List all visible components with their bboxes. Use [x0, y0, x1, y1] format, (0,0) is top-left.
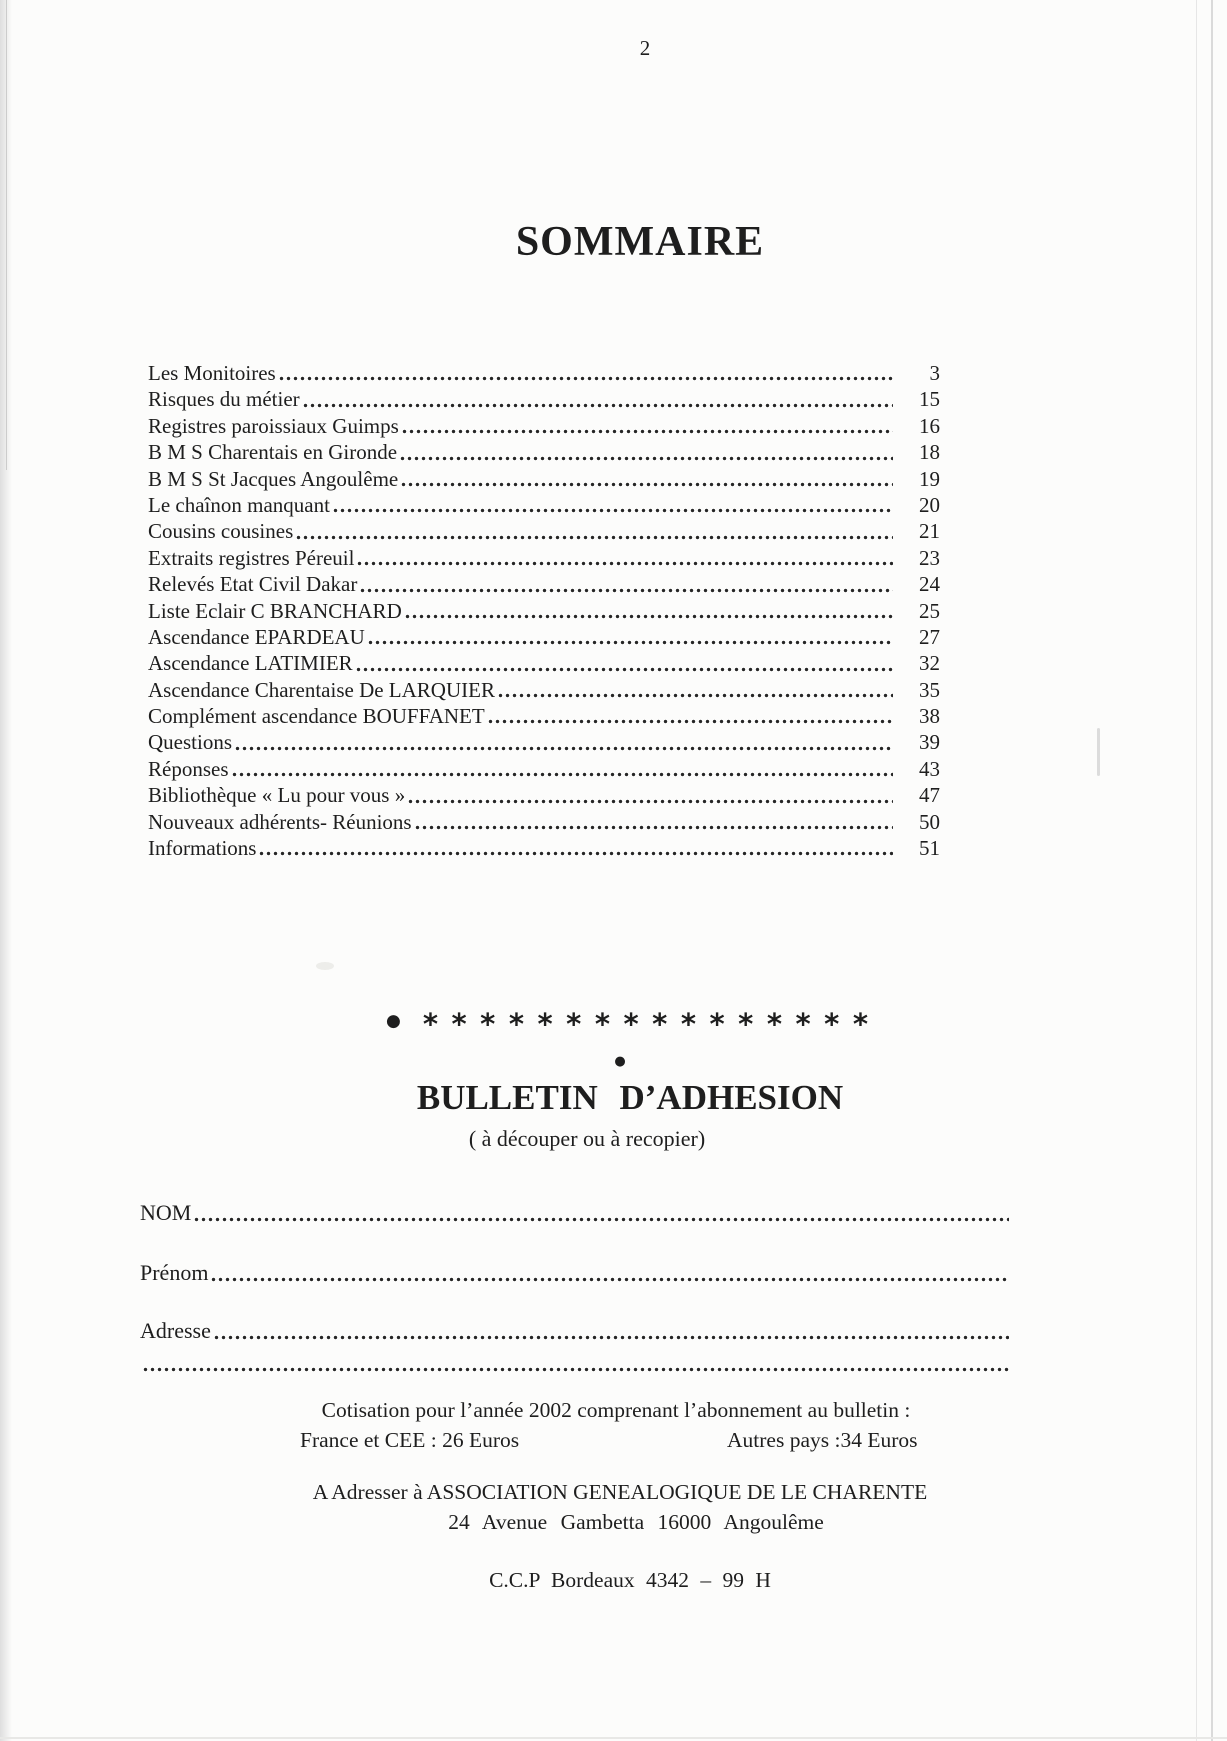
summary-title: SOMMAIRE	[515, 219, 765, 265]
field-row-adresse-continuation	[140, 1348, 1012, 1378]
field-label-nom: NOM	[140, 1200, 192, 1225]
toc-entry-title: Risques du métier	[148, 387, 300, 412]
toc-row	[148, 677, 940, 703]
field-label-prenom: Prénom	[140, 1260, 209, 1285]
asterisk-row: ****************	[422, 1007, 882, 1041]
fee-other-countries: Autres pays :34 Euros	[727, 1428, 918, 1452]
dot-leader	[360, 588, 893, 593]
toc-page-number: 51	[919, 836, 940, 861]
dot-leader	[368, 640, 893, 645]
dot-leader	[401, 482, 893, 487]
membership-form-title: BULLETIN D’ADHESION	[416, 1078, 844, 1117]
toc-entry-title: Ascendance EPARDEAU	[148, 624, 365, 649]
field-row-nom	[140, 1198, 1012, 1228]
scan-edge-bottom	[0, 1737, 1227, 1739]
toc-entry-title: Le chaînon manquant	[148, 492, 330, 517]
toc-page-number: 43	[919, 756, 940, 781]
toc-row	[148, 703, 940, 729]
toc-page-number: 3	[929, 361, 940, 385]
toc-row	[148, 413, 940, 439]
fee-france-cee: France et CEE : 26 Euros	[300, 1428, 520, 1452]
toc-page-number: 25	[919, 598, 940, 623]
toc-entry-title: Relevés Etat Civil Dakar	[148, 572, 358, 597]
toc-page-number: 47	[919, 783, 940, 808]
dotted-fill-line	[214, 1335, 1009, 1340]
dotted-fill-line	[143, 1367, 1009, 1372]
toc-row	[148, 386, 940, 412]
toc-page-number: 39	[919, 730, 940, 755]
dot-leader	[303, 403, 893, 408]
bullet-icon: ●	[386, 1011, 401, 1031]
toc-entry-title: Nouveaux adhérents- Réunions	[148, 809, 412, 834]
toc-entry-title: Questions	[148, 730, 232, 755]
toc-row	[148, 466, 940, 492]
dot-leader	[235, 746, 893, 751]
toc-row	[148, 439, 940, 465]
dot-leader	[405, 614, 893, 619]
toc-row	[148, 650, 940, 676]
toc-page-number: 23	[919, 545, 940, 570]
toc-row	[148, 518, 940, 544]
dot-leader	[296, 535, 893, 540]
toc-entry-title: Informations	[148, 836, 257, 861]
toc-page-number: 27	[919, 624, 940, 649]
toc-entry-title: Réponses	[148, 756, 229, 781]
dot-leader	[356, 667, 893, 672]
field-label-adresse: Adresse	[140, 1318, 211, 1343]
toc-row	[148, 545, 940, 571]
toc-entry-title: Liste Eclair C BRANCHARD	[148, 598, 402, 623]
toc-entry-title: Complément ascendance BOUFFANET	[148, 704, 485, 729]
dot-leader	[498, 693, 893, 698]
toc-entry-title: Ascendance Charentaise De LARQUIER	[148, 677, 495, 702]
dot-leader	[408, 799, 893, 804]
toc-page-number: 16	[919, 413, 940, 438]
dot-leader	[415, 825, 893, 830]
dot-leader	[232, 772, 894, 777]
scan-smudge	[1097, 728, 1100, 776]
toc-row	[148, 782, 940, 808]
toc-row	[148, 571, 940, 597]
toc-entry-title: B M S St Jacques Angoulême	[148, 466, 399, 491]
toc-row	[148, 360, 940, 386]
dot-leader	[402, 429, 893, 434]
toc-entry-title: Registres paroissiaux Guimps	[148, 413, 399, 438]
toc-page-number: 50	[919, 809, 940, 834]
dot-leader	[279, 376, 893, 381]
toc-page-number: 24	[919, 572, 940, 597]
toc-entry-title: Bibliothèque « Lu pour vous »	[148, 783, 406, 808]
toc-entry-title: Cousins cousines	[148, 519, 294, 544]
association-address-line-1: A Adresser à ASSOCIATION GENEALOGIQUE DE LE CHARENTE	[312, 1480, 928, 1504]
dot-leader	[333, 508, 893, 513]
toc-entry-title: Extraits registres Péreuil	[148, 545, 355, 570]
toc-row	[148, 598, 940, 624]
toc-page-number: 21	[919, 519, 940, 544]
membership-form-subtitle: ( à découper ou à recopier)	[468, 1126, 706, 1151]
dot-leader	[357, 561, 893, 566]
toc-page-number: 18	[919, 440, 940, 465]
dotted-fill-line	[194, 1217, 1009, 1222]
toc-row	[148, 729, 940, 755]
field-row-adresse	[140, 1316, 1012, 1346]
toc-page-number: 19	[919, 466, 940, 491]
toc-entry-title: Les Monitoires	[148, 361, 276, 385]
toc-page-number: 32	[919, 651, 940, 676]
toc-row	[148, 756, 940, 782]
toc-row	[148, 835, 940, 861]
toc-page-number: 38	[919, 704, 940, 729]
toc-page-number: 35	[919, 677, 940, 702]
scan-edge-right-line-1	[1196, 0, 1197, 1741]
dotted-fill-line	[211, 1277, 1009, 1282]
toc-page-number: 20	[919, 492, 940, 517]
page-number: 2	[639, 36, 651, 60]
dot-leader	[488, 719, 893, 724]
toc-row	[148, 492, 940, 518]
section-separator	[386, 1004, 886, 1041]
scan-smudge	[316, 962, 334, 970]
scan-edge-left-line	[6, 0, 7, 470]
ccp-account-line: C.C.P Bordeaux 4342 – 99 H	[489, 1568, 771, 1592]
association-address-line-2: 24 Avenue Gambetta 16000 Angoulême	[448, 1510, 824, 1534]
table-of-contents	[148, 360, 940, 861]
toc-entry-title: B M S Charentais en Gironde	[148, 440, 398, 465]
dot-leader	[259, 851, 893, 856]
toc-row	[148, 809, 940, 835]
toc-row	[148, 624, 940, 650]
field-row-prenom	[140, 1258, 1012, 1288]
dot-leader	[400, 456, 893, 461]
toc-entry-title: Ascendance LATIMIER	[148, 651, 353, 676]
toc-page-number: 15	[919, 387, 940, 412]
bullet-icon: ●	[614, 1054, 626, 1069]
fee-info-line: Cotisation pour l’année 2002 comprenant l’abonnement au bulletin :	[321, 1398, 911, 1422]
scan-edge-right-line-2	[1211, 0, 1213, 1741]
